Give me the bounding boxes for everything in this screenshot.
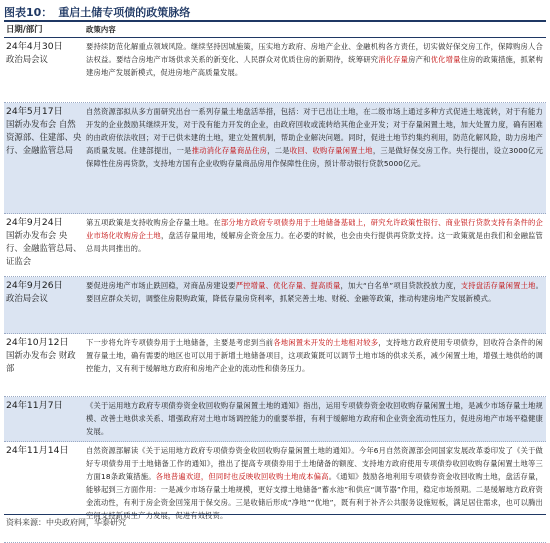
row-date-dept (4, 214, 84, 276)
highlighted-text: 严控增量、优化存量、提高质量 (235, 281, 341, 290)
policy-text: ，支持地方政府使用专项债券，回收符合条件的闲置存量土地，确有需要的地区也可以用于新增土地储备项目，这项政策既可以调节土地市场的供求关系，减少闲置土地，增强土地供给的调控能力，又有利于缓解地方政府和房地产企业的流动性和债务压力。 (86, 338, 543, 373)
policy-text: 。要回应群众关切，调整住房限购政策，降低存量房贷利率，抓紧完善土地、财税、金融等政策，推动构建房地产发展新模式。 (86, 281, 544, 303)
row-date-dept (4, 103, 84, 213)
row-policy-content (84, 38, 546, 102)
header-policy-content: 政策内容 (86, 25, 116, 34)
row-policy-content (84, 397, 546, 441)
row-date: 24年5月17日 (6, 106, 63, 117)
header-date-dept: 日期/部门 (6, 24, 43, 34)
row-date: 24年4月30日 (6, 41, 63, 52)
bottom-divider (4, 514, 546, 515)
figure-title: 重启土储专项债的政策脉络 (58, 6, 191, 19)
policy-text: 第五项政策是支持收购房企存量土地。在 (86, 218, 221, 227)
table-row (4, 214, 546, 277)
table-row (4, 277, 546, 334)
highlighted-text: 推动消化存量商品住房 (191, 146, 268, 155)
policy-text: 住房的政策措施，抓紧构建房地产发展新模式，促进房地产高质量发展。 (86, 55, 543, 77)
row-date: 24年11月7日 (6, 400, 63, 411)
row-date-dept (4, 38, 84, 102)
row-date: 24年9月26日 (6, 280, 63, 291)
policy-text: ，加大“白名单”项目贷款投放力度， (340, 281, 461, 290)
row-department: 国新办发布会 央行、金融监管总局、证监会 (6, 230, 82, 266)
policy-text: 下一步将允许专项债券用于土地储备，主要是考虑到当前 (86, 338, 274, 347)
row-policy-content (84, 214, 546, 276)
highlighted-text: 部分地方政府专项债券用于土地储备基础上，研究允许政策性银行、商业银行贷款支持有条件的企业市场化收购房企土地 (86, 218, 544, 240)
highlighted-text: 各地闲置未开发的土地相对较多 (273, 338, 379, 347)
table-row (4, 397, 546, 442)
policy-text: 自然资源部拟从多方面研究出台一系列存量土地盘活举措，包括：对于已出让土地，在二级市场上通过多种方式促进土地流转，对于有能力开发的企业鼓励其继续开发，对于没有能力开发的企业，由政府回收或流转给其他企业开发；对于存量闲置土地，加大处置力度，确有困难的由政府依法收回；对于已供未建的土地，建立处置机制，帮助企业解决问题。同时，促进土地节约集约利用，防范化解风险，助力房地产高质量发展。 (86, 107, 543, 155)
table-row (4, 103, 546, 214)
highlighted-text: 消化存量 (378, 55, 409, 64)
row-policy-content (84, 442, 546, 542)
row-department: 国新办发布会 自然资源部、住建部、央行、金融监管总局 (6, 119, 82, 155)
row-policy-content (84, 103, 546, 213)
policy-text: 。《通知》鼓励各地利用专项债券资金收回收购土地，盘活存量，能够起到三方面作用：一是减少市场存量土地规模，更好支撑土地储备“蓄水池”和供应“调节器”作用，稳定市场预期。二是缓解地方政府资金流动性，有利于房企资金回笼用于保交房。三是收储后形成“净地”“优地”，既有利于补齐公共服务设施短板，满足居住需求，也可以腾出空间支持新质生产力发展，促进有效投资。 (86, 472, 543, 520)
policy-table-body (4, 38, 546, 543)
policy-text: 住建部提出，一是 (131, 146, 192, 155)
row-department: 政治局会议 (6, 54, 48, 64)
policy-text: 房产和 (408, 55, 431, 64)
row-department: 政治局会议 (6, 293, 48, 303)
row-policy-content (84, 277, 546, 333)
figure-label: 图表10： (4, 6, 53, 19)
highlighted-text: 优化增量 (430, 55, 461, 64)
policy-text: 自然资源部解读《关于运用地方政府专项债券资金收回收购存量闲置土地的通知》。今年6月自然资源部会同国家发展改革委印发了《关于做好专项债券用于土地储备工作的通知》，推出了提高专项债券用于土地储备的额度、支持地方政府使用专项债券收回收购存量闲置土地等三方面18条政策措施。 (86, 446, 543, 481)
policy-text: 要持续防范化解重点领域风险。继续坚持因城施策，压实地方政府、房地产企业、金融机构各方责任，切实做好保交房工作，保障购房人合法权益。要结合房地产市场供求关系的新变化、人民群众对优质住房的新期待，统筹研究 (86, 42, 543, 64)
row-date-dept (4, 277, 84, 333)
policy-text: 《关于运用地方政府专项债券资金收回收购存量闲置土地的通知》指出，运用专项债券资金收回收购存量闲置土地，是减少市场存量土地规模、改善土地供求关系、增强政府对土地市场调控能力的重要举措，有利于缓解地方政府和企业资金流动性压力，促进房地产市场平稳健康发展。 (86, 401, 543, 436)
table-row (4, 38, 546, 103)
source-note: 资料来源：中央政府网，华泰研究 (6, 518, 126, 527)
policy-text: 要促进房地产市场止跌回稳，对商品房建设要 (86, 281, 236, 290)
row-date: 24年11月14日 (6, 445, 69, 456)
row-date-dept (4, 334, 84, 396)
row-department: 国新办发布会 财政部 (6, 350, 76, 373)
row-policy-content (84, 334, 546, 396)
row-date: 24年9月24日 (6, 217, 63, 228)
highlighted-text: 支持盘活存量闲置土地 (460, 281, 536, 290)
table-header (4, 22, 546, 38)
row-date: 24年10月12日 (6, 337, 69, 348)
policy-text: ，三是做好保交房工作。央行提出，设立3000亿元保障性住房再贷款，支持地方国有企业收购存量商品房用作保障性住房，预计带动银行贷款5000亿元。 (86, 146, 544, 168)
row-date-dept (4, 397, 84, 441)
table-row (4, 334, 546, 397)
highlighted-text: 各地普遍欢迎，但同时也反映收回收购土地成本偏高 (155, 472, 329, 481)
policy-text: ，盘活存量用地，缓解房企资金压力。在必要的时候，也会由央行提供再贷款支持。这一政策就是由我们和金融监管总局共同推出的。 (86, 231, 544, 253)
highlighted-text: 收回、收购存量闲置土地 (289, 146, 373, 155)
policy-text: ，二是 (267, 146, 290, 155)
figure-title-bar (4, 3, 546, 22)
